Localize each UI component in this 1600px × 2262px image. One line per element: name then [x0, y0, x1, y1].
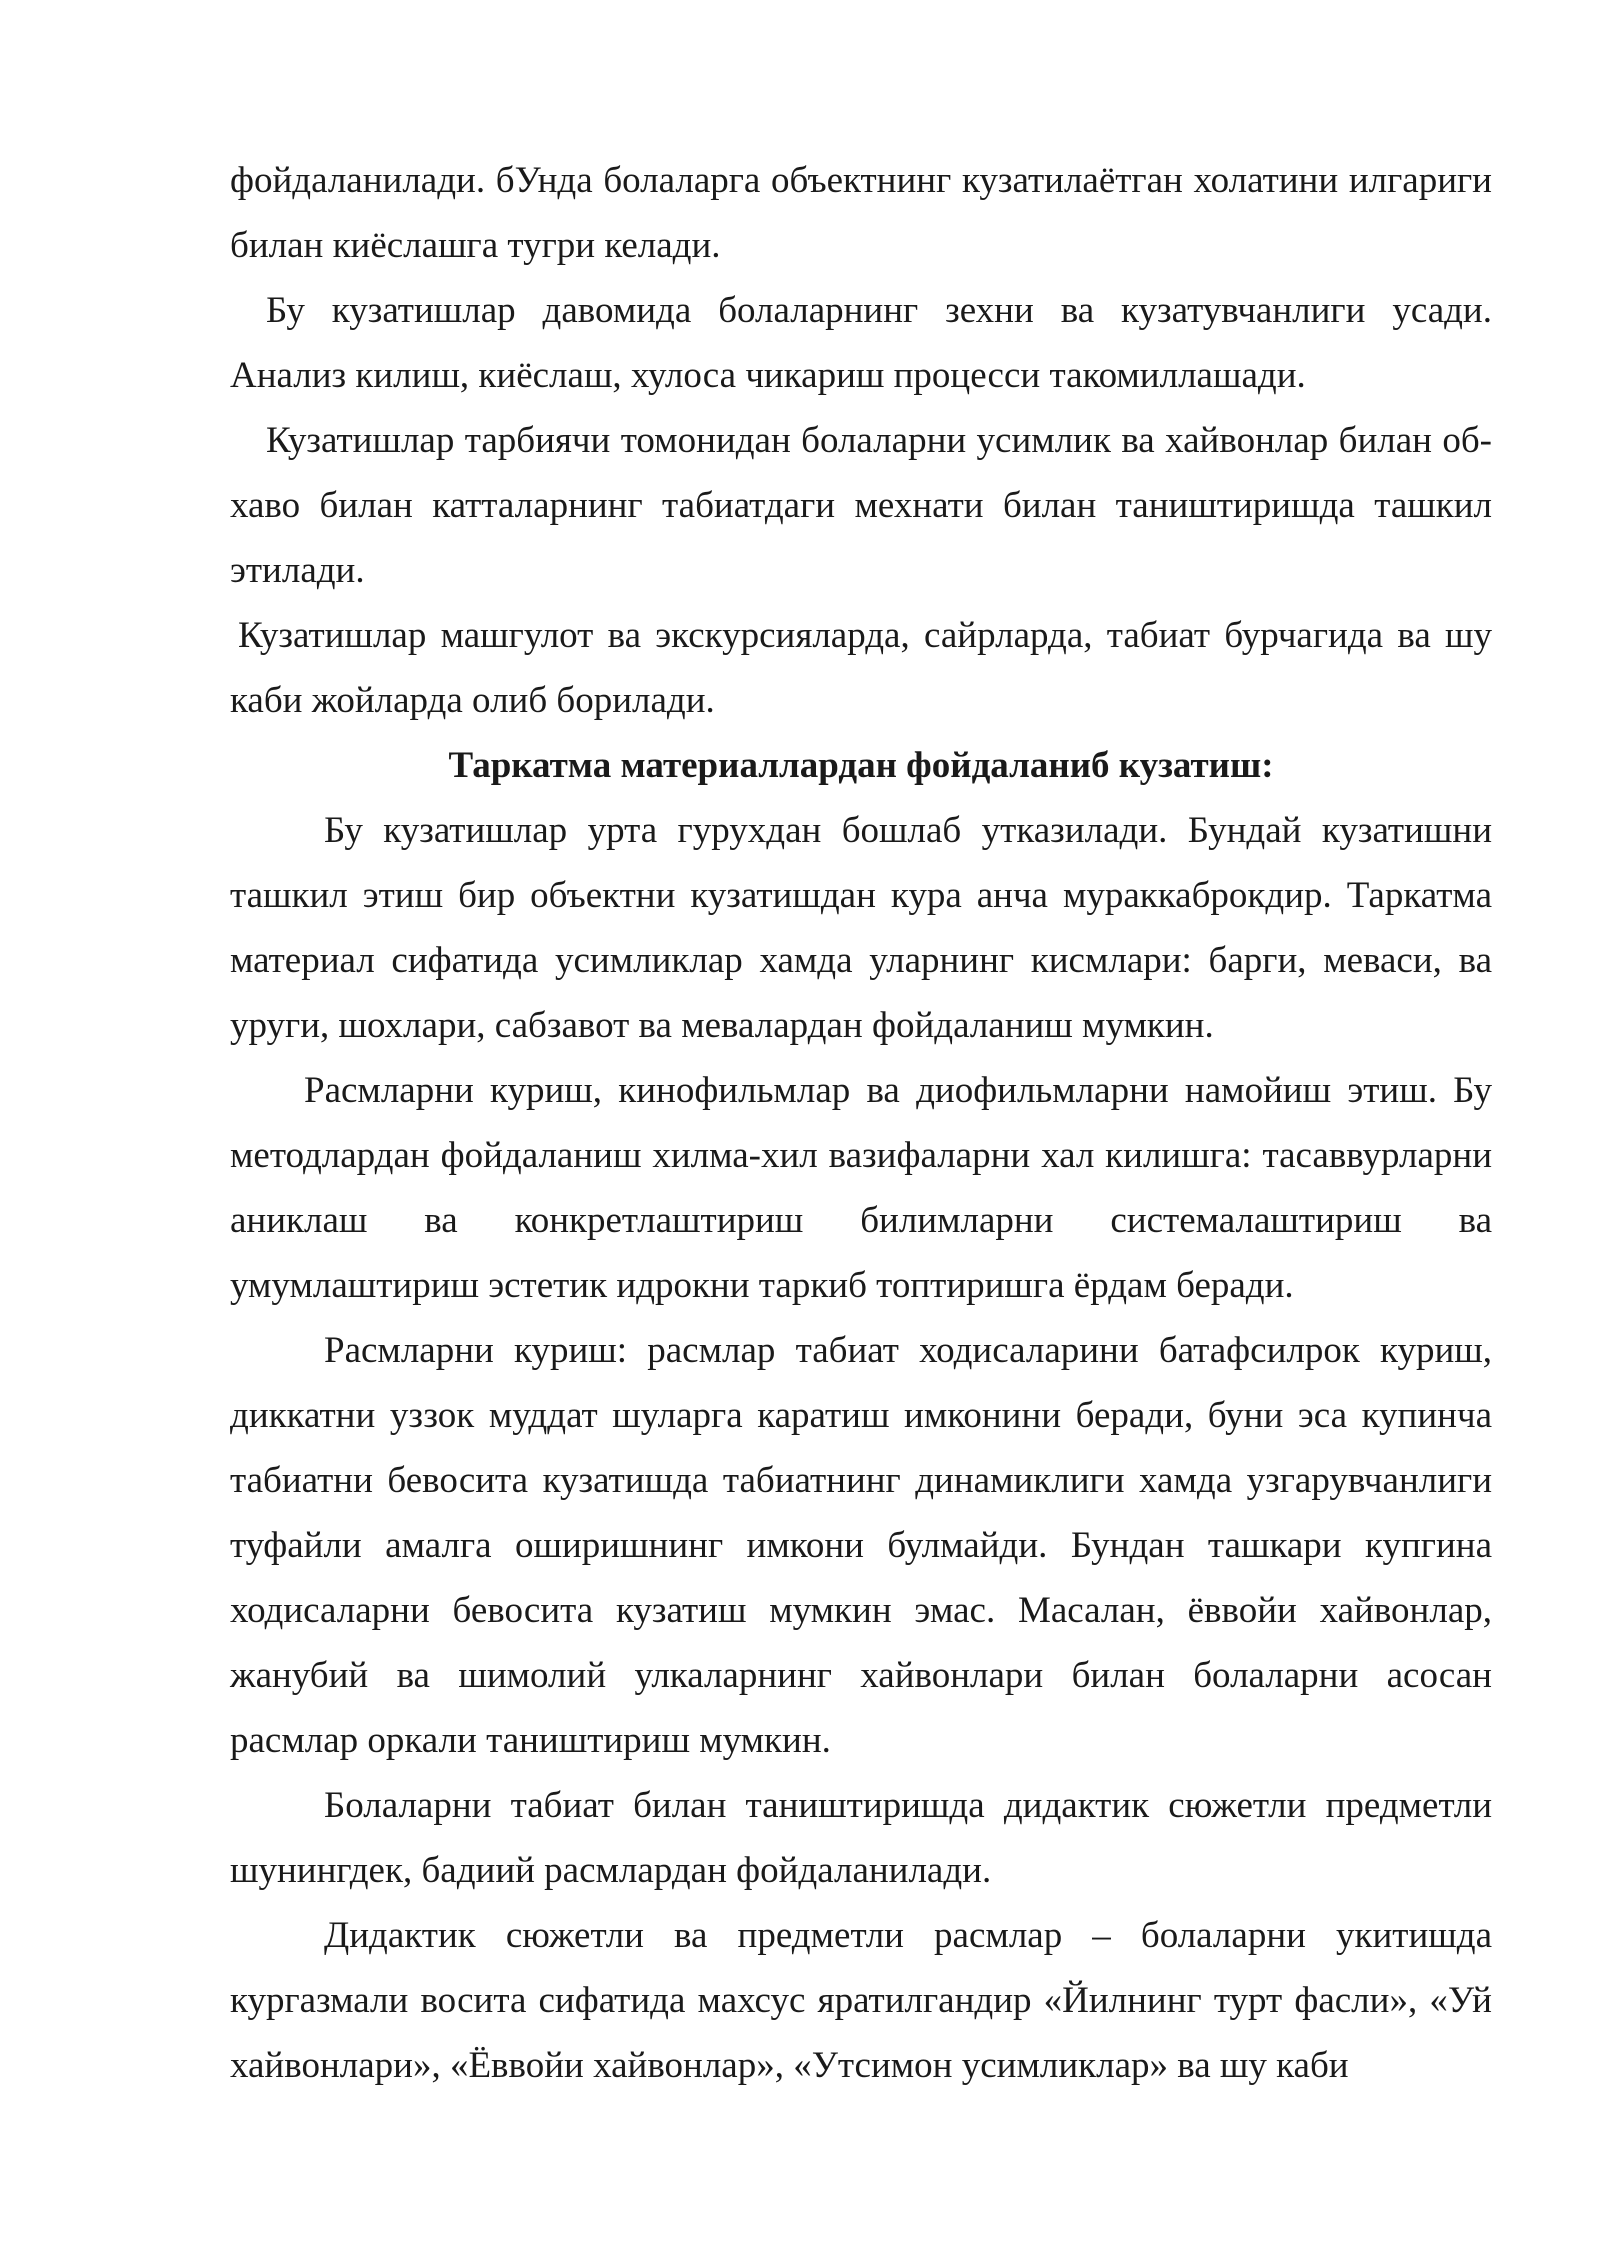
paragraph-5: Бу кузатишлар урта гурухдан бошлаб утказилади. Бундай кузатишни ташкил этиш бир объектни кузатишдан кура анча мураккаброкдир. Таркатма материал сифатида усимликлар хамда уларнинг кисмлари: барги, меваси, ва уруги, шохлари, сабзавот ва мевалардан фойдаланиш мумкин.: [230, 810, 1492, 1046]
section-heading: Таркатма материаллардан фойдаланиб кузатиш:: [448, 745, 1274, 786]
document-body: [230, 148, 1492, 2098]
paragraph-2: Бу кузатишлар давомида болаларнинг зехни ва кузатувчанлиги усади. Анализ килиш, киёслаш, хулоса чикариш процесси такомиллашади.: [230, 290, 1492, 396]
paragraph-9: Дидактик сюжетли ва предметли расмлар – болаларни укитишда кургазмали восита сифатида махсус яратилгандир «Йилнинг турт фасли», «Уй хайвонлари», «Ёввойи хайвонлар», «Утсимон усимликлар» ва шу каби: [230, 1915, 1492, 2086]
paragraph-6: Расмларни куриш, кинофильмлар ва диофильмларни намойиш этиш. Бу методлардан фойдаланиш хилма-хил вазифаларни хал килишга: тасаввурларни аниклаш ва конкретлаштириш билимларни системалаштириш ва умумлаштириш эстетик идрокни таркиб топтиришга ёрдам беради.: [230, 1070, 1492, 1306]
paragraph-8: Болаларни табиат билан таништиришда дидактик сюжетли предметли шунингдек, бадиий расмлардан фойдаланилади.: [230, 1785, 1492, 1891]
paragraph-1: фойдаланилади. бУнда болаларга объектнинг кузатилаётган холатини илгариги билан киёслашга тугри келади.: [230, 160, 1492, 266]
paragraph-3: Кузатишлар тарбиячи томонидан болаларни усимлик ва хайвонлар билан об-хаво билан катталарнинг табиатдаги мехнати билан таништиришда ташкил этилади.: [230, 420, 1492, 591]
paragraph-7: Расмларни куриш: расмлар табиат ходисаларини батафсилрок куриш, диккатни уззок муддат шуларга каратиш имконини беради, буни эса купинча табиатни бевосита кузатишда табиатнинг динамиклиги хамда узгарувчанлиги туфайли амалга оширишнинг имкони булмайди. Бундан ташкари купгина ходисаларни бевосита кузатиш мумкин эмас. Масалан, ёввойи хайвонлар, жанубий ва шимолий улкаларнинг хайвонлари билан болаларни асосан расмлар оркали таништириш мумкин.: [230, 1330, 1492, 1761]
paragraph-4: Кузатишлар машгулот ва экскурсияларда, сайрларда, табиат бурчагида ва шу каби жойларда олиб борилади.: [230, 615, 1492, 721]
